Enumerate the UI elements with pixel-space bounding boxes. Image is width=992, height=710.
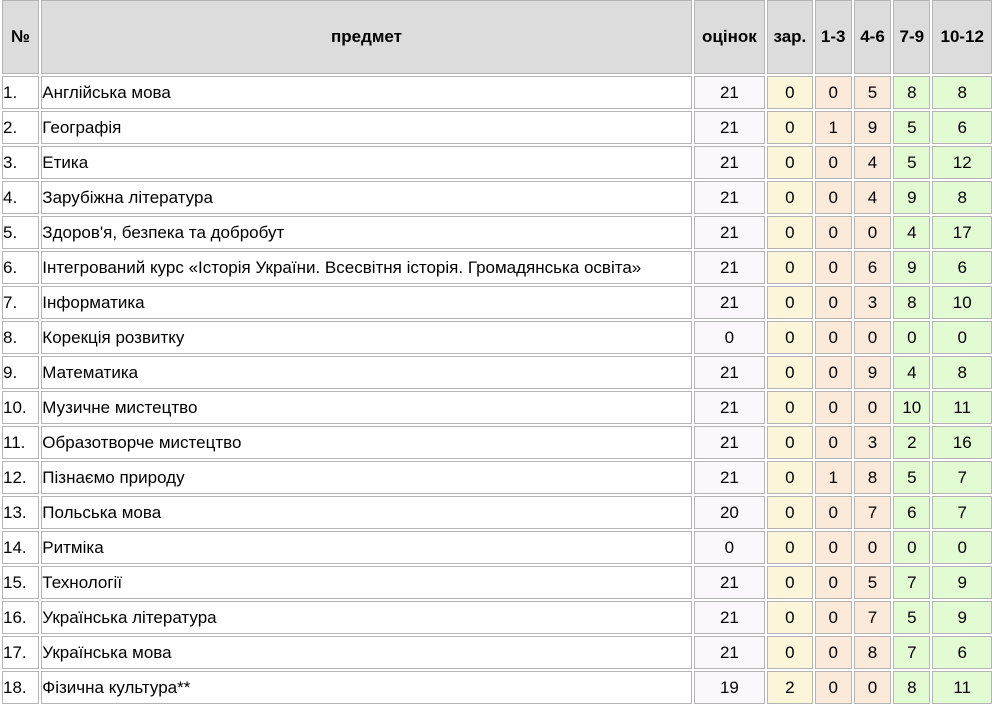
table-row — [2, 321, 992, 354]
zar-count: 0 — [767, 356, 812, 389]
grade-4-6-count: 7 — [854, 601, 891, 634]
grade-10-12-count: 12 — [932, 146, 992, 179]
row-number: 13. — [2, 496, 39, 529]
grades-count: 21 — [694, 356, 766, 389]
grade-10-12-count: 7 — [932, 461, 992, 494]
grade-7-9-count: 9 — [893, 181, 930, 214]
grade-7-9-count: 2 — [893, 426, 930, 459]
zar-count: 0 — [767, 216, 812, 249]
grades-count: 20 — [694, 496, 766, 529]
grade-1-3-count: 0 — [815, 216, 852, 249]
grade-4-6-count: 8 — [854, 636, 891, 669]
row-number: 3. — [2, 146, 39, 179]
row-number: 11. — [2, 426, 39, 459]
row-number: 2. — [2, 111, 39, 144]
subject-name: Музичне мистецтво — [41, 391, 691, 424]
grade-10-12-count: 9 — [932, 566, 992, 599]
grade-1-3-count: 0 — [815, 531, 852, 564]
grade-7-9-count: 0 — [893, 531, 930, 564]
grades-count: 21 — [694, 146, 766, 179]
grade-10-12-count: 9 — [932, 601, 992, 634]
table-row — [2, 601, 992, 634]
grade-10-12-count: 16 — [932, 426, 992, 459]
grades-count: 0 — [694, 321, 766, 354]
table-row — [2, 111, 992, 144]
grade-7-9-count: 7 — [893, 636, 930, 669]
header-number: № — [2, 0, 39, 74]
row-number: 8. — [2, 321, 39, 354]
grade-4-6-count: 0 — [854, 391, 891, 424]
grade-1-3-count: 0 — [815, 636, 852, 669]
grade-10-12-count: 8 — [932, 181, 992, 214]
zar-count: 0 — [767, 461, 812, 494]
grade-7-9-count: 6 — [893, 496, 930, 529]
grade-1-3-count: 0 — [815, 76, 852, 109]
grade-10-12-count: 8 — [932, 356, 992, 389]
grade-4-6-count: 0 — [854, 531, 891, 564]
grade-4-6-count: 9 — [854, 356, 891, 389]
grades-count: 21 — [694, 461, 766, 494]
grade-4-6-count: 3 — [854, 426, 891, 459]
grade-4-6-count: 5 — [854, 566, 891, 599]
grade-7-9-count: 8 — [893, 671, 930, 704]
header-subject: предмет — [41, 0, 691, 74]
table-row — [2, 636, 992, 669]
zar-count: 0 — [767, 426, 812, 459]
grade-1-3-count: 0 — [815, 566, 852, 599]
grade-7-9-count: 8 — [893, 286, 930, 319]
grades-count: 21 — [694, 181, 766, 214]
grade-7-9-count: 9 — [893, 251, 930, 284]
grade-4-6-count: 8 — [854, 461, 891, 494]
grade-1-3-count: 0 — [815, 671, 852, 704]
subject-name: Географія — [41, 111, 691, 144]
row-number: 17. — [2, 636, 39, 669]
grade-4-6-count: 5 — [854, 76, 891, 109]
row-number: 7. — [2, 286, 39, 319]
row-number: 9. — [2, 356, 39, 389]
zar-count: 0 — [767, 286, 812, 319]
grade-4-6-count: 7 — [854, 496, 891, 529]
subject-name: Зарубіжна література — [41, 181, 691, 214]
table-row — [2, 461, 992, 494]
row-number: 10. — [2, 391, 39, 424]
grade-1-3-count: 1 — [815, 111, 852, 144]
grades-count: 21 — [694, 391, 766, 424]
table-row — [2, 426, 992, 459]
subject-name: Образотворче мистецтво — [41, 426, 691, 459]
zar-count: 0 — [767, 181, 812, 214]
grade-1-3-count: 0 — [815, 321, 852, 354]
header-row — [2, 0, 992, 74]
grade-10-12-count: 7 — [932, 496, 992, 529]
grade-4-6-count: 3 — [854, 286, 891, 319]
table-row — [2, 356, 992, 389]
row-number: 5. — [2, 216, 39, 249]
row-number: 6. — [2, 251, 39, 284]
header-grades-count: оцінок — [694, 0, 766, 74]
subject-name: Англійська мова — [41, 76, 691, 109]
grade-7-9-count: 10 — [893, 391, 930, 424]
grade-10-12-count: 6 — [932, 636, 992, 669]
grade-4-6-count: 9 — [854, 111, 891, 144]
table-row — [2, 146, 992, 179]
row-number: 15. — [2, 566, 39, 599]
zar-count: 0 — [767, 321, 812, 354]
table-row — [2, 181, 992, 214]
zar-count: 0 — [767, 111, 812, 144]
grade-7-9-count: 5 — [893, 461, 930, 494]
subject-name: Технології — [41, 566, 691, 599]
grade-1-3-count: 0 — [815, 251, 852, 284]
subject-name: Етика — [41, 146, 691, 179]
grade-7-9-count: 4 — [893, 356, 930, 389]
grade-4-6-count: 0 — [854, 671, 891, 704]
subject-name: Фізична культура** — [41, 671, 691, 704]
subject-name: Польська мова — [41, 496, 691, 529]
grades-count: 0 — [694, 531, 766, 564]
grade-7-9-count: 5 — [893, 111, 930, 144]
zar-count: 0 — [767, 601, 812, 634]
grade-1-3-count: 0 — [815, 496, 852, 529]
table-row — [2, 251, 992, 284]
row-number: 14. — [2, 531, 39, 564]
row-number: 12. — [2, 461, 39, 494]
subject-name: Корекція розвитку — [41, 321, 691, 354]
grades-count: 21 — [694, 426, 766, 459]
grade-1-3-count: 0 — [815, 391, 852, 424]
grade-1-3-count: 0 — [815, 181, 852, 214]
zar-count: 0 — [767, 76, 812, 109]
grade-10-12-count: 8 — [932, 76, 992, 109]
table-row — [2, 531, 992, 564]
grades-count: 21 — [694, 76, 766, 109]
grade-7-9-count: 0 — [893, 321, 930, 354]
header-grade-10-12: 10-12 — [932, 0, 992, 74]
grades-count: 21 — [694, 601, 766, 634]
table-row — [2, 286, 992, 319]
grade-7-9-count: 8 — [893, 76, 930, 109]
grade-1-3-count: 0 — [815, 356, 852, 389]
header-grade-4-6: 4-6 — [854, 0, 891, 74]
header-grade-1-3: 1-3 — [815, 0, 852, 74]
grade-10-12-count: 6 — [932, 251, 992, 284]
table-row — [2, 391, 992, 424]
table-row — [2, 216, 992, 249]
zar-count: 0 — [767, 391, 812, 424]
grades-count: 21 — [694, 216, 766, 249]
grades-count: 21 — [694, 636, 766, 669]
grade-7-9-count: 4 — [893, 216, 930, 249]
row-number: 1. — [2, 76, 39, 109]
row-number: 4. — [2, 181, 39, 214]
grades-count: 19 — [694, 671, 766, 704]
grade-7-9-count: 7 — [893, 566, 930, 599]
subject-name: Математика — [41, 356, 691, 389]
table-row — [2, 496, 992, 529]
grade-10-12-count: 10 — [932, 286, 992, 319]
table-row — [2, 671, 992, 704]
grades-count: 21 — [694, 111, 766, 144]
zar-count: 0 — [767, 496, 812, 529]
grade-7-9-count: 5 — [893, 146, 930, 179]
grade-4-6-count: 0 — [854, 321, 891, 354]
subject-name: Пізнаємо природу — [41, 461, 691, 494]
subject-name: Інформатика — [41, 286, 691, 319]
subject-name: Українська мова — [41, 636, 691, 669]
zar-count: 0 — [767, 566, 812, 599]
zar-count: 0 — [767, 531, 812, 564]
subject-name: Інтегрований курс «Історія України. Всесвітня історія. Громадянська освіта» — [41, 251, 691, 284]
grade-10-12-count: 6 — [932, 111, 992, 144]
grade-10-12-count: 0 — [932, 531, 992, 564]
grades-count: 21 — [694, 251, 766, 284]
row-number: 16. — [2, 601, 39, 634]
table-row — [2, 566, 992, 599]
header-grade-7-9: 7-9 — [893, 0, 930, 74]
grade-1-3-count: 0 — [815, 426, 852, 459]
grade-4-6-count: 6 — [854, 251, 891, 284]
table-row — [2, 76, 992, 109]
grade-10-12-count: 11 — [932, 671, 992, 704]
grade-10-12-count: 11 — [932, 391, 992, 424]
grade-1-3-count: 0 — [815, 601, 852, 634]
row-number: 18. — [2, 671, 39, 704]
subject-name: Здоров'я, безпека та добробут — [41, 216, 691, 249]
grade-7-9-count: 5 — [893, 601, 930, 634]
zar-count: 0 — [767, 251, 812, 284]
grades-count: 21 — [694, 566, 766, 599]
header-zar: зар. — [767, 0, 812, 74]
zar-count: 0 — [767, 636, 812, 669]
grade-4-6-count: 4 — [854, 181, 891, 214]
grades-count: 21 — [694, 286, 766, 319]
grade-10-12-count: 17 — [932, 216, 992, 249]
grade-4-6-count: 0 — [854, 216, 891, 249]
grade-1-3-count: 0 — [815, 146, 852, 179]
subject-name: Українська література — [41, 601, 691, 634]
grade-10-12-count: 0 — [932, 321, 992, 354]
grade-1-3-count: 1 — [815, 461, 852, 494]
zar-count: 2 — [767, 671, 812, 704]
subject-name: Ритміка — [41, 531, 691, 564]
grade-4-6-count: 4 — [854, 146, 891, 179]
grade-1-3-count: 0 — [815, 286, 852, 319]
zar-count: 0 — [767, 146, 812, 179]
